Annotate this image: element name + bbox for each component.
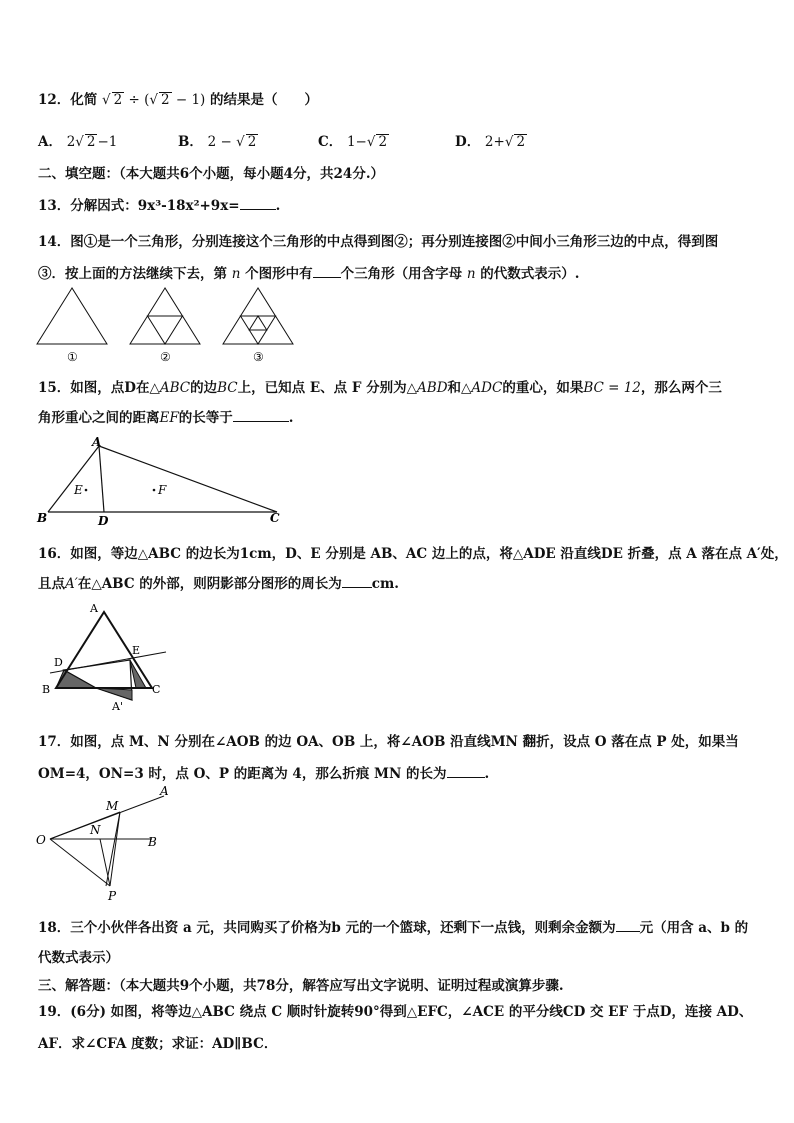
q18-answer-blank[interactable] — [616, 931, 640, 932]
q15-bc: BC — [217, 380, 238, 396]
q19-line2: AF．求∠CFA 度数；求证：AD∥BC． — [38, 1036, 278, 1052]
q15-answer-blank[interactable] — [233, 421, 289, 422]
q17-label-n: N — [90, 823, 101, 837]
option-a-label: A． — [38, 134, 62, 150]
option-c-expr: 1−√ 2 — [346, 134, 388, 150]
q15-text-h: 的长等于 — [178, 410, 233, 426]
q17-segment-om — [50, 812, 120, 839]
q16-text-a: 且点 — [38, 576, 65, 592]
q16-label-e: E — [132, 644, 141, 657]
q19-line1: 19．(6分) 如图，将等边△ABC 绕点 C 顺时针旋转90°得到△EFC，∠ACE 的平分线CD 交 EF 于点D，连接 AD、 — [38, 1004, 753, 1020]
q17-label-p: P — [108, 889, 117, 903]
q15-triangle-figure — [34, 434, 294, 530]
q12-expression: √ 2 ÷ (√ 2 − 1) — [102, 92, 206, 108]
q14-answer-blank[interactable] — [313, 277, 341, 278]
q18-text-b: 元（用含 a、b 的 — [639, 920, 749, 936]
figure-label-1: ① — [67, 350, 78, 364]
q17-answer-blank[interactable] — [447, 777, 485, 778]
q15-side-ab — [48, 446, 99, 512]
q16-label-b: B — [42, 683, 51, 696]
q15-text-b: 的边 — [190, 380, 218, 396]
q12-option-c[interactable] — [318, 130, 389, 150]
q16-text-b: 在△ABC 的外部，则阴影部分图形的周长为 — [77, 576, 342, 592]
q16-label-c: C — [152, 683, 161, 696]
triangle-figure-1 — [37, 288, 107, 344]
q16-line2 — [38, 572, 399, 592]
q16-answer-blank[interactable] — [342, 587, 372, 588]
q15-side-ac — [99, 446, 277, 512]
q17-segment-mp — [110, 812, 120, 886]
figure-label-2: ② — [160, 350, 171, 364]
triangle-figure-2 — [130, 288, 200, 344]
q16-label-a: A — [90, 602, 98, 615]
q15-text-d: 和 — [447, 380, 462, 396]
q14-text-c: 个三角形（用含字母 — [340, 266, 463, 282]
q17-angle-figure — [34, 782, 184, 906]
section-2-heading: 二、填空题：（本大题共6个小题，每小题4分，共24分.） — [38, 166, 385, 182]
q15-text-f: ，那么两个三 — [640, 380, 722, 396]
q14-line1: 14．图①是一个三角形，分别连接这个三角形的中点得到图②；再分别连接图②中间小三角形三边的中点，得到图 — [38, 234, 719, 250]
q15-abc: △ABC — [149, 380, 191, 396]
q15-line2 — [38, 406, 293, 426]
q17-line1: 17．如图，点 M、N 分别在∠AOB 的边 OA、OB 上，将∠AOB 沿直线MN 翻折，设点 O 落在点 P 处，如果当 — [38, 734, 739, 750]
q12-option-b[interactable] — [178, 130, 258, 150]
q16-fold-line — [50, 652, 166, 673]
q16-label-aprime: A' — [112, 700, 123, 712]
option-b-label: B． — [178, 134, 203, 150]
q17-text-a: OM=4，ON=3 时，点 O、P 的距离为 4，那么折痕 MN 的长为 — [38, 766, 447, 782]
q12-number: 12．化简 — [38, 92, 98, 108]
q15-label-c: C — [270, 511, 280, 525]
q17-label-m: M — [106, 799, 119, 813]
q15-text-e: 的重心，如果 — [502, 380, 584, 396]
q15-abd: △ABD — [406, 380, 448, 396]
q15-line1 — [38, 376, 722, 396]
q15-label-e: E — [74, 483, 83, 497]
figure-label-3: ③ — [253, 350, 264, 364]
q12-option-d[interactable] — [455, 130, 527, 150]
q15-text-a: 15．如图，点D在 — [38, 380, 150, 396]
q15-bc12: BC = 12 — [583, 380, 641, 396]
option-d-label: D． — [455, 134, 481, 150]
q17-line2 — [38, 762, 489, 782]
q16-shade-bottom — [96, 688, 132, 700]
q15-label-a: A — [92, 435, 102, 449]
q13-answer-blank[interactable] — [240, 209, 276, 210]
q15-text-g: 角形重心之间的距离 — [38, 410, 160, 426]
q15-label-f: F — [158, 483, 167, 497]
q16-fold-figure — [36, 600, 176, 712]
q17-label-a: A — [160, 784, 169, 798]
q15-ef: EF — [159, 410, 179, 426]
q15-point-f — [153, 489, 156, 492]
q18-text-a: 18．三个小伙伴各出资 a 元，共同购买了价格为b 元的一个篮球，还剩下一点钱，则剩余金额为 — [38, 920, 616, 936]
option-b-expr: 2 − √ 2 — [207, 134, 257, 150]
q14-text-d: 的代数式表示）. — [480, 266, 580, 282]
option-a-expr: 2√ 2 −1 — [66, 134, 118, 150]
q18-line1 — [38, 916, 748, 936]
q16-label-d: D — [54, 656, 63, 669]
q12-tail: 的结果是（ ） — [210, 92, 319, 108]
q14-text-a: ③．按上面的方法继续下去，第 — [38, 266, 227, 282]
q16-line1: 16．如图，等边△ABC 的边长为1cm，D、E 分别是 AB、AC 边上的点，将△ADE 沿直线DE 折叠，点 A 落在点 A′处， — [38, 546, 788, 562]
q18-line2: 代数式表示） — [38, 950, 119, 966]
q15-adc: △ADC — [461, 380, 503, 396]
q15-point-e — [85, 489, 88, 492]
q15-text-c: 上，已知点 E、点 F 分别为 — [237, 380, 407, 396]
q14-triangles-figure — [34, 282, 304, 366]
q14-line2 — [38, 262, 579, 282]
q14-var-n: n — [231, 266, 241, 282]
q13-question — [38, 194, 280, 214]
q13-text: 13．分解因式：9x³-18x²+9x= — [38, 198, 240, 214]
q12-question — [38, 88, 318, 108]
section-3-heading: 三、解答题：（本大题共9个小题，共78分，解答应写出文字说明、证明过程或演算步骤. — [38, 978, 564, 994]
q15-label-d: D — [98, 514, 109, 528]
q14-text-b: 个图形中有 — [245, 266, 313, 282]
q16-text-c: cm. — [371, 576, 400, 592]
option-c-label: C． — [318, 134, 343, 150]
q17-label-o: O — [36, 833, 46, 847]
q15-label-b: B — [37, 511, 48, 525]
q16-aprime: A′ — [65, 576, 78, 592]
q15-segment-ad — [99, 446, 104, 512]
q13-end: . — [275, 198, 281, 214]
q17-label-b: B — [148, 835, 157, 849]
q14-var-n2: n — [466, 266, 476, 282]
q17-text-b: . — [484, 766, 490, 782]
triangle-figure-3 — [223, 288, 293, 344]
q12-option-a[interactable] — [38, 130, 117, 150]
q15-text-i: . — [288, 410, 294, 426]
option-d-expr: 2+√ 2 — [484, 134, 526, 150]
